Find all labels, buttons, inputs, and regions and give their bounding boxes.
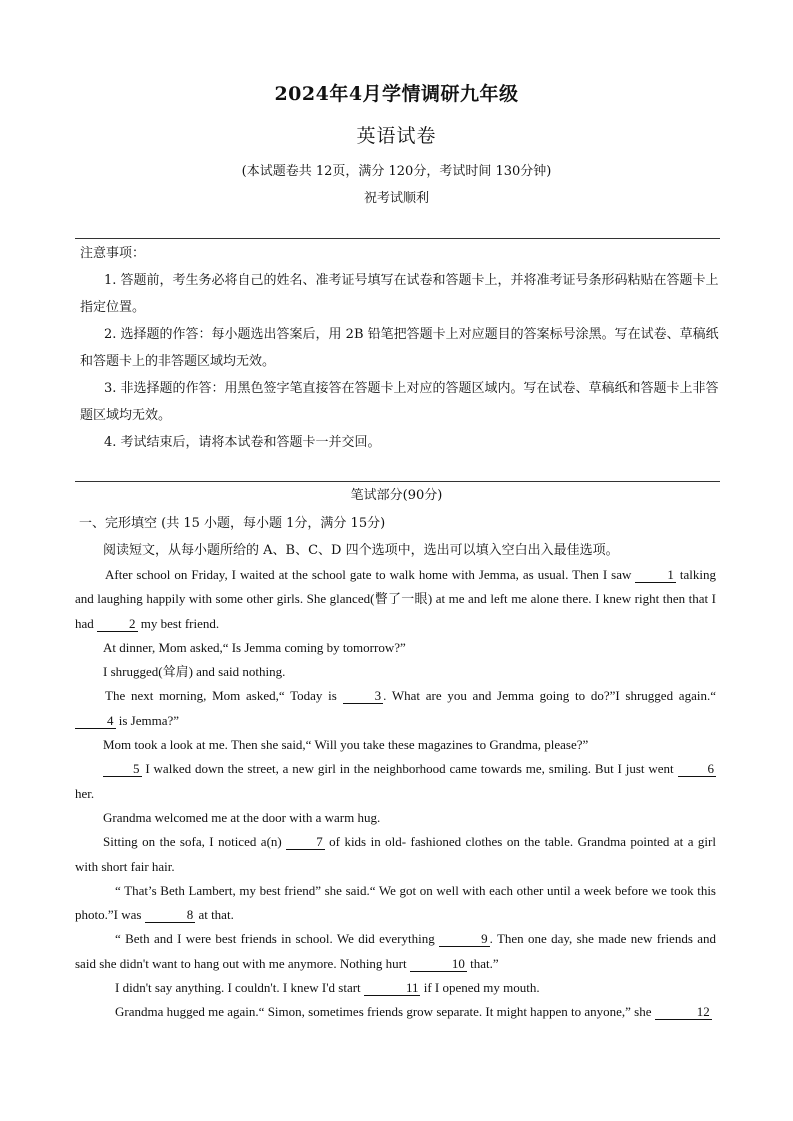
notice-heading: 注意事项： [80,246,146,261]
notice-item: 1. 答题前，考生务必将自己的姓名、准考证号填写在试卷和答题卡上，并将准考证号条形码粘贴在答题卡上指定位置。 [80,273,719,315]
blank: 11 [364,981,421,996]
blank: 6 [678,762,717,777]
notice-item: 2. 选择题的作答：每小题选出答案后，用 2B 铅笔把答题卡上对应题目的答案标号涂黑。写在试卷、草稿纸和答题卡上的非答题区域均无效。 [80,327,719,369]
blank: 12 [655,1005,712,1020]
passage-paragraph: Sitting on the sofa, I noticed a(n) 7 of kids in old- fashioned clothes on the table. Grandma pointed at a girl with short fair hair. [75,834,716,874]
cloze-passage [75,563,716,1025]
exam-subject: 英语试卷 [356,125,437,147]
passage-paragraph: Grandma welcomed me at the door with a warm hug. [103,809,381,825]
blank: 7 [286,835,325,850]
blank: 4 [75,714,116,729]
blank: 10 [410,957,467,972]
section-title: 笔试部分(90分) [350,488,443,503]
part-heading: 一、完形填空 (共 15 小题，每小题 1分，满分 15分) [79,516,386,531]
passage-paragraph: The next morning, Mom asked,“ Today is 3 . What are you and Jemma going to do?”I shrugged again.“ 4 is Jemma?” [75,684,716,733]
blank: 5 [103,762,142,777]
section-divider [75,481,720,482]
exam-info: (本试题卷共 12页，满分 120分，考试时间 130分钟) [241,164,552,179]
passage-paragraph: After school on Friday, I waited at the school gate to walk home with Jemma, as usual. Then I saw 1 talking and laughing happily with some other girls. She glanced(瞥了一眼) at me and left me alone there. I knew right then that I had 2 my best friend. [75,567,717,631]
part-instruction: 阅读短文，从每小题所给的 A、B、C、D 四个选项中，选出可以填入空白出入最佳选项。 [103,543,619,558]
blank: 3 [343,689,384,704]
passage-paragraph: “ Beth and I were best friends in school. We did everything 9 . Then one day, she made new friends and said she didn't want to hang out with me anymore. Nothing hurt 10 that.” [75,931,716,971]
notice-block [80,240,720,456]
exam-wish: 祝考试顺利 [363,191,429,206]
passage-paragraph: I shrugged(耸肩) and said nothing. [103,664,286,680]
exam-title: 2024年4月学情调研九年级 [274,83,519,105]
notice-item: 4. 考试结束后，请将本试卷和答题卡一并交回。 [104,435,381,450]
blank: 2 [97,617,138,632]
passage-paragraph: I didn't say anything. I couldn't. I knew I'd start 11 if I opened my mouth. [115,980,540,996]
passage-paragraph: “ That’s Beth Lambert, my best friend” she said.“ We got on well with each other until a week before we took this photo.”I was 8 at that. [75,882,716,923]
passage-paragraph: Mom took a look at me. Then she said,“ Will you take these magazines to Grandma, please?” [103,737,589,753]
passage-paragraph: At dinner, Mom asked,“ Is Jemma coming by tomorrow?” [103,639,406,655]
notice-item: 3. 非选择题的作答：用黑色签字笔直接答在答题卡上对应的答题区域内。写在试卷、草稿纸和答题卡上非答题区域均无效。 [80,381,719,423]
top-divider [75,238,720,239]
passage-paragraph: 5 I walked down the street, a new girl in the neighborhood came towards me, smiling. But I just went 6 her. [75,761,714,801]
blank: 9 [439,932,490,947]
blank: 8 [145,908,196,923]
passage-paragraph: Grandma hugged me again.“ Simon, sometimes friends grow separate. It might happen to anyone,” she 12 [115,1004,710,1020]
blank: 1 [635,568,676,583]
